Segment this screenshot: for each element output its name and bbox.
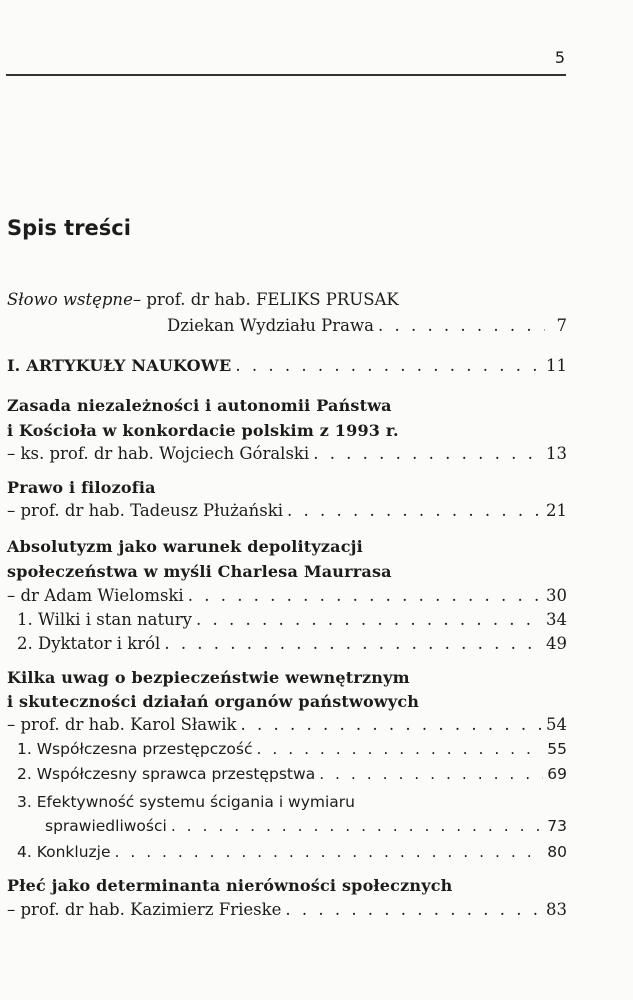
- article-1-page: 13: [546, 444, 567, 463]
- section-title: I. ARTYKUŁY NAUKOWE: [7, 356, 232, 375]
- article-4-title-line-2: i skuteczności działań organów państwowych: [7, 692, 420, 711]
- article-4-sub-2-label: 2. Współczesny sprawca przestępstwa: [17, 765, 316, 783]
- leader-dots: [313, 442, 542, 466]
- foreword-role-line: [7, 314, 567, 338]
- article-3-sub-1-page: 34: [546, 610, 567, 629]
- article-4-sub-2-page: 69: [547, 765, 567, 783]
- leader-dots: [164, 632, 542, 656]
- article-4-sub-1: [7, 737, 567, 761]
- foreword-page: 7: [556, 316, 567, 335]
- header-rule: [6, 74, 566, 76]
- article-3-sub-1: [7, 608, 567, 632]
- article-4-sub-3-page: 73: [547, 817, 567, 835]
- article-4-sub-3-label: 3. Efektywność systemu ścigania i wymiaru: [17, 793, 356, 811]
- leader-dots: [115, 840, 544, 864]
- leader-dots: [196, 608, 542, 632]
- foreword-author: – prof. dr hab. FELIKS PRUSAK: [132, 290, 399, 309]
- article-4-sub-4-page: 80: [547, 843, 567, 861]
- article-1-title-line-2: i Kościoła w konkordacie polskim z 1993 r.: [7, 421, 399, 440]
- article-3-page: 30: [546, 586, 567, 605]
- article-5-title: Płeć jako determinanta nierówności społecznych: [7, 876, 453, 895]
- article-4-sub-3-label-line: [7, 790, 567, 814]
- article-4-page: 54: [546, 715, 567, 734]
- toc-title: Spis treści: [7, 216, 131, 240]
- leader-dots: [257, 737, 544, 761]
- article-2-title: Prawo i filozofia: [7, 478, 156, 497]
- article-4-sub-1-page: 55: [547, 740, 567, 758]
- foreword-role: Dziekan Wydziału Prawa: [167, 316, 374, 335]
- article-5-page: 83: [546, 900, 567, 919]
- leader-dots: [235, 354, 542, 378]
- article-1-author: – ks. prof. dr hab. Wojciech Góralski: [7, 444, 310, 463]
- page-number: 5: [554, 48, 565, 67]
- article-5-author: – prof. dr hab. Kazimierz Frieske: [7, 900, 282, 919]
- leader-dots: [287, 499, 542, 523]
- article-4-author: – prof. dr hab. Karol Sławik: [7, 715, 237, 734]
- article-2-page: 21: [546, 501, 567, 520]
- leader-dots: [378, 314, 545, 338]
- leader-dots: [319, 762, 543, 786]
- leader-dots: [171, 814, 543, 838]
- article-3-author-line: [7, 584, 567, 608]
- article-4-sub-4-label: 4. Konkluzje: [17, 843, 111, 861]
- article-4-sub-2: [7, 762, 567, 786]
- article-3-title-line-1: Absolutyzm jako warunek depolityzacji: [7, 537, 363, 556]
- section-line: [7, 354, 567, 378]
- article-3-sub-2-page: 49: [546, 634, 567, 653]
- article-1-title-line-1: Zasada niezależności i autonomii Państwa: [7, 396, 392, 415]
- article-5-author-line: [7, 898, 567, 922]
- article-3-author: – dr Adam Wielomski: [7, 586, 184, 605]
- article-3-sub-2-label: 2. Dyktator i król: [17, 634, 161, 653]
- article-4-sub-1-label: 1. Współczesna przestępczość: [17, 740, 253, 758]
- leader-dots: [285, 898, 542, 922]
- article-4-sub-4: [7, 840, 567, 864]
- article-3-sub-2: [7, 632, 567, 656]
- article-3-title-line-2: społeczeństwa w myśli Charlesa Maurrasa: [7, 562, 392, 581]
- article-3-sub-1-label: 1. Wilki i stan natury: [17, 610, 192, 629]
- article-2-author-line: [7, 499, 567, 523]
- article-4-author-line: [7, 713, 567, 737]
- article-4-sub-3-cont: sprawiedliwości: [45, 817, 167, 835]
- article-4-sub-3-cont-line: [7, 814, 567, 838]
- section-page: 11: [546, 356, 567, 375]
- foreword-label: Słowo wstępne: [7, 290, 133, 309]
- article-2-author: – prof. dr hab. Tadeusz Płużański: [7, 501, 283, 520]
- article-1-author-line: [7, 442, 567, 466]
- leader-dots: [188, 584, 542, 608]
- article-4-title-line-1: Kilka uwag o bezpieczeństwie wewnętrznym: [7, 668, 410, 687]
- foreword-author-line: [7, 288, 567, 312]
- leader-dots: [241, 713, 543, 737]
